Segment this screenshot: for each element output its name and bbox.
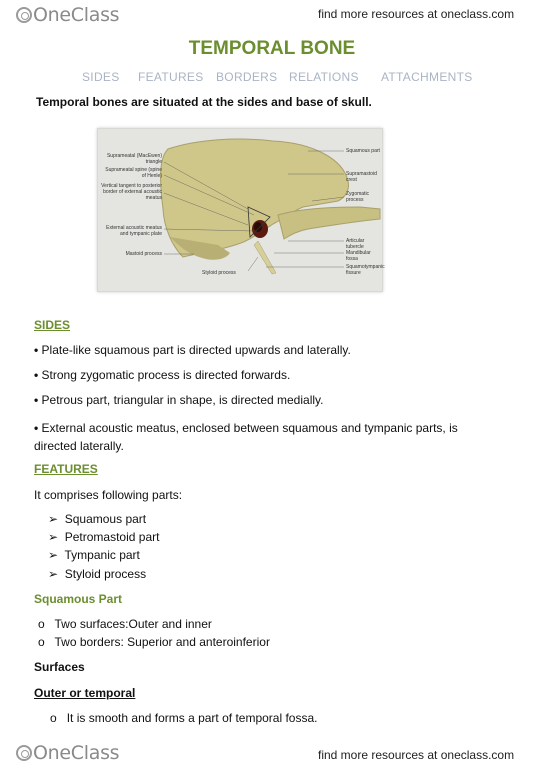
- label-suprameatal-spine: Suprameatal spine (spine of Henle): [105, 167, 162, 179]
- label-vertical-tangent: Vertical tangent to posterior border of external acoustic meatus: [101, 183, 162, 201]
- nav-sides[interactable]: SIDES: [82, 70, 120, 84]
- outer-item-1-text: It is smooth and forms a part of temporal fossa.: [66, 711, 318, 725]
- footer-resources-link[interactable]: find more resources at oneclass.com: [318, 748, 515, 762]
- features-part-4: [48, 567, 146, 581]
- label-squamous-part: Squamous part: [346, 148, 380, 154]
- nav-relations[interactable]: RELATIONS: [289, 70, 359, 84]
- label-external-acoustic-meatus: External acoustic meatus and tympanic plate: [106, 225, 162, 237]
- features-part-1: [48, 512, 146, 526]
- features-part-3-text: Tympanic part: [64, 548, 140, 562]
- squamous-item-2: [38, 635, 270, 649]
- label-zygomatic-process: Zygomatic process: [346, 191, 370, 203]
- nav-attachments[interactable]: ATTACHMENTS: [381, 70, 473, 84]
- sides-bullet-4: • External acoustic meatus, enclosed between squamous and tympanic parts, is directed laterally.: [34, 421, 458, 453]
- circle-bullet-icon: o: [38, 635, 45, 649]
- sides-bullet-1-text: Plate-like squamous part is directed upwards and laterally.: [41, 343, 351, 357]
- header-logo[interactable]: [16, 4, 119, 26]
- sides-bullet-3-text: Petrous part, triangular in shape, is directed medially.: [41, 393, 324, 407]
- arrow-bullet-icon: ➢: [48, 512, 59, 526]
- outer-item-1: [50, 711, 317, 725]
- circle-bullet-icon: o: [38, 617, 45, 631]
- label-mastoid-process: Mastoid process: [125, 251, 162, 257]
- intro-text: Temporal bones are situated at the sides and base of skull.: [36, 95, 372, 109]
- features-intro: It comprises following parts:: [34, 488, 183, 502]
- label-squamotympanic-fissure: Squamotympanic fissure: [346, 264, 385, 276]
- nav-features[interactable]: FEATURES: [138, 70, 204, 84]
- header-resources-link[interactable]: find more resources at oneclass.com: [318, 7, 515, 21]
- squamous-item-1-text: Two surfaces:Outer and inner: [54, 617, 212, 631]
- squamous-item-2-text: Two borders: Superior and anteroinferior: [54, 635, 270, 649]
- label-styloid-process: Styloid process: [202, 270, 236, 276]
- temporal-bone-figure: [97, 128, 383, 292]
- label-suprameatal-triangle: Suprameatal (MacEwen) triangle: [106, 153, 162, 165]
- features-part-4-text: Styloid process: [64, 567, 147, 581]
- oneclass-logo-icon: [16, 7, 32, 23]
- arrow-bullet-icon: ➢: [48, 548, 59, 562]
- squamous-item-1: [38, 617, 212, 631]
- outer-temporal-heading: Outer or temporal: [34, 686, 136, 700]
- sides-bullet-2-text: Strong zygomatic process is directed forwards.: [41, 368, 291, 382]
- features-part-2-text: Petromastoid part: [64, 530, 160, 544]
- arrow-bullet-icon: ➢: [48, 567, 59, 581]
- features-heading: FEATURES: [34, 462, 98, 476]
- sides-heading: SIDES: [34, 318, 71, 332]
- features-part-3: [48, 548, 140, 562]
- page-title: TEMPORAL BONE: [188, 38, 356, 59]
- sides-bullet-4-text: External acoustic meatus, enclosed between squamous and tympanic parts, is directed laterally.: [34, 421, 458, 453]
- squamous-heading: Squamous Part: [34, 592, 123, 606]
- sides-bullet-2: • Strong zygomatic process is directed forwards.: [34, 368, 291, 382]
- features-part-1-text: Squamous part: [64, 512, 147, 526]
- footer-brand-text: OneClass: [33, 742, 120, 764]
- circle-bullet-icon: o: [50, 711, 57, 725]
- header-brand-text: OneClass: [33, 4, 120, 26]
- oneclass-logo-icon: [16, 745, 32, 761]
- features-part-2: [48, 530, 159, 544]
- nav-borders[interactable]: BORDERS: [216, 70, 278, 84]
- label-supramastoid-crest: Supramastoid crest: [346, 171, 377, 183]
- label-articular-tubercle: Articular tubercle: [346, 238, 365, 250]
- sides-bullet-1: • Plate-like squamous part is directed upwards and laterally.: [34, 343, 351, 357]
- arrow-bullet-icon: ➢: [48, 530, 59, 544]
- footer-logo[interactable]: [16, 742, 119, 764]
- label-mandibular-fossa: Mandibular fossa: [346, 250, 371, 262]
- sides-bullet-3: • Petrous part, triangular in shape, is directed medially.: [34, 393, 324, 407]
- surfaces-heading: Surfaces: [34, 660, 85, 674]
